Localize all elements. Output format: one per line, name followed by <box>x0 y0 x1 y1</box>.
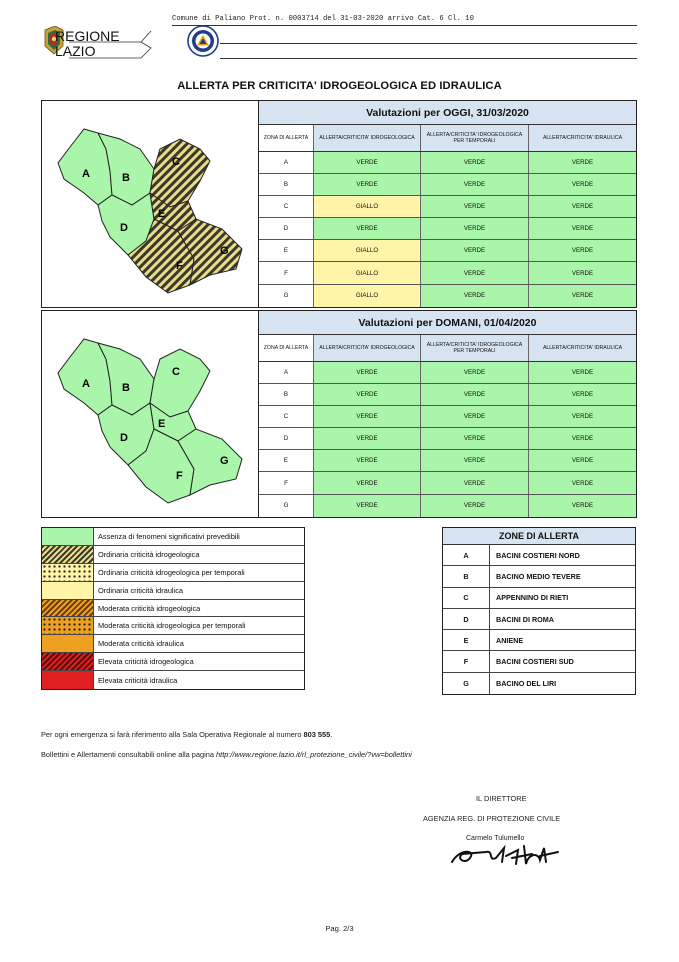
idrogeologica-cell: VERDE <box>314 384 421 405</box>
bulletin-note-text: Bollettini e Allertamenti consultabili online alla pagina <box>41 750 217 759</box>
idrogeologica-cell: VERDE <box>314 450 421 471</box>
table-row <box>259 450 636 472</box>
zone-cell: D <box>259 428 314 449</box>
zone-cell: F <box>259 262 314 283</box>
today-heading: Valutazioni per OGGI, 31/03/2020 <box>259 101 636 125</box>
legend-swatch <box>42 582 94 599</box>
temporali-cell: VERDE <box>421 362 529 383</box>
idrogeologica-cell: VERDE <box>314 174 421 195</box>
table-row <box>259 495 636 517</box>
idrogeologica-cell: VERDE <box>314 428 421 449</box>
legend-swatch <box>42 564 94 581</box>
zone-row <box>443 566 635 587</box>
map-label-f: F <box>176 470 183 482</box>
zone-cell: A <box>259 362 314 383</box>
temporali-cell: VERDE <box>421 450 529 471</box>
map-label-d: D <box>120 432 128 444</box>
protezione-civile-logo-icon <box>187 25 219 57</box>
idrogeologica-cell: VERDE <box>314 406 421 427</box>
today-column-headers <box>259 125 636 152</box>
zone-row <box>443 651 635 672</box>
temporali-cell: VERDE <box>421 406 529 427</box>
zone-id: A <box>443 545 490 565</box>
idraulica-cell: VERDE <box>529 472 636 493</box>
map-label-e: E <box>158 418 166 430</box>
temporali-cell: VERDE <box>421 384 529 405</box>
idrogeologica-cell: GIALLO <box>314 196 421 217</box>
signature-role: IL DIRETTORE <box>476 794 527 803</box>
zone-name: BACINO MEDIO TEVERE <box>496 571 581 581</box>
idrogeologica-cell: GIALLO <box>314 262 421 283</box>
map-label-a: A <box>82 168 90 180</box>
idraulica-cell: VERDE <box>529 196 636 217</box>
legend-label: Ordinaria criticità idrogeologica <box>98 549 200 559</box>
table-row <box>259 218 636 240</box>
temporali-cell: VERDE <box>421 240 529 261</box>
idraulica-cell: VERDE <box>529 174 636 195</box>
temporali-cell: VERDE <box>421 174 529 195</box>
zone-name: BACINI COSTIERI NORD <box>496 550 580 560</box>
idraulica-cell: VERDE <box>529 450 636 471</box>
tomorrow-table <box>259 311 636 517</box>
map-label-g: G <box>220 245 229 257</box>
zones-title: ZONE DI ALLERTA <box>443 528 635 545</box>
today-table <box>259 101 636 307</box>
lazio-map-today-icon <box>50 109 250 301</box>
legend-swatch <box>42 528 94 545</box>
idrogeologica-cell: VERDE <box>314 362 421 383</box>
tomorrow-heading: Valutazioni per DOMANI, 01/04/2020 <box>259 311 636 335</box>
handwritten-signature-icon <box>446 840 564 870</box>
legend-label: Assenza di fenomeni significativi prevedibili <box>98 531 240 541</box>
zone-c-area <box>150 139 210 207</box>
idraulica-cell: VERDE <box>529 240 636 261</box>
col-header-temporali: ALLERTA/CRITICITA' IDROGEOLOGICA PER TEMPORALI <box>421 335 529 361</box>
legend-row <box>42 617 304 635</box>
idrogeologica-cell: GIALLO <box>314 285 421 307</box>
table-row <box>259 362 636 384</box>
zone-id: D <box>443 609 490 629</box>
today-panel <box>41 100 637 308</box>
legend-row <box>42 582 304 600</box>
zone-id: F <box>443 651 490 671</box>
legend-table <box>41 527 305 690</box>
legend-swatch <box>42 671 94 689</box>
temporali-cell: VERDE <box>421 152 529 173</box>
zone-cell: F <box>259 472 314 493</box>
map-label-f: F <box>176 260 183 272</box>
emergency-number: 803 555 <box>303 730 331 739</box>
col-header-idrogeologica: ALLERTA/CRITICITA' IDROGEOLOGICA <box>314 125 421 151</box>
tomorrow-rows <box>259 362 636 517</box>
legend-label: Elevata criticità idrogeologica <box>98 657 194 667</box>
map-label-a: A <box>82 378 90 390</box>
legend-label: Ordinaria criticità idraulica <box>98 585 184 595</box>
legend-row <box>42 653 304 671</box>
zone-cell: G <box>259 495 314 517</box>
col-header-zona: ZONA DI ALLERTA <box>259 335 314 361</box>
temporali-cell: VERDE <box>421 472 529 493</box>
zone-c-area <box>150 349 210 417</box>
map-label-e: E <box>158 208 166 220</box>
idraulica-cell: VERDE <box>529 495 636 517</box>
col-header-idraulica: ALLERTA/CRITICITA' IDRAULICA <box>542 344 623 351</box>
map-label-b: B <box>122 382 130 394</box>
map-label-c: C <box>172 156 180 168</box>
zone-row <box>443 673 635 694</box>
today-rows <box>259 152 636 307</box>
idrogeologica-cell: GIALLO <box>314 240 421 261</box>
idraulica-cell: VERDE <box>529 406 636 427</box>
signature-name: Carmelo Tulumello <box>466 835 525 842</box>
zone-cell: C <box>259 196 314 217</box>
col-header-zona: ZONA DI ALLERTA <box>259 125 314 151</box>
zone-cell: A <box>259 152 314 173</box>
zone-name: BACINI COSTIERI SUD <box>496 657 574 667</box>
zone-id: G <box>443 673 490 694</box>
zone-cell: E <box>259 240 314 261</box>
legend-swatch <box>42 600 94 617</box>
region-name <box>55 29 120 59</box>
legend-swatch <box>42 546 94 563</box>
table-row <box>259 285 636 307</box>
idraulica-cell: VERDE <box>529 285 636 307</box>
table-row <box>259 240 636 262</box>
idrogeologica-cell: VERDE <box>314 472 421 493</box>
table-row <box>259 472 636 494</box>
legend-row <box>42 671 304 689</box>
legend-row <box>42 528 304 546</box>
zone-rows <box>443 545 635 694</box>
table-row <box>259 384 636 406</box>
lazio-map-tomorrow-icon <box>50 319 250 511</box>
header-rule-top <box>172 25 637 26</box>
emergency-note-end: . <box>330 730 333 739</box>
zone-id: B <box>443 566 490 586</box>
page-title: ALLERTA PER CRITICITA' IDROGEOLOGICA ED IDRAULICA <box>177 80 502 92</box>
page-number: Pag. 2/3 <box>325 924 354 933</box>
legend-swatch <box>42 653 94 670</box>
table-row <box>259 174 636 196</box>
table-row <box>259 262 636 284</box>
zones-table <box>442 527 636 695</box>
col-header-idraulica: ALLERTA/CRITICITA' IDRAULICA <box>542 134 623 141</box>
zone-cell: B <box>259 384 314 405</box>
zone-name: APPENNINO DI RIETI <box>496 593 569 603</box>
temporali-cell: VERDE <box>421 218 529 239</box>
protocol-stamp: Comune di Paliano Prot. n. 0003714 del 31-03-2020 arrivo Cat. 6 Cl. 10 <box>172 15 474 23</box>
idraulica-cell: VERDE <box>529 428 636 449</box>
zone-cell: B <box>259 174 314 195</box>
bulletin-link[interactable]: http://www.regione.lazio.it/rl_protezione_civile/?vw=bollettini <box>216 750 412 759</box>
map-label-d: D <box>120 222 128 234</box>
temporali-cell: VERDE <box>421 428 529 449</box>
legend-row <box>42 546 304 564</box>
zone-cell: G <box>259 285 314 307</box>
tomorrow-column-headers <box>259 335 636 362</box>
zone-row <box>443 630 635 651</box>
legend-row <box>42 600 304 618</box>
zone-id: E <box>443 630 490 650</box>
zone-cell: C <box>259 406 314 427</box>
legend-label: Elevata criticità idraulica <box>98 675 178 685</box>
idrogeologica-cell: VERDE <box>314 218 421 239</box>
map-label-g: G <box>220 455 229 467</box>
emergency-note <box>41 730 332 739</box>
zone-id: C <box>443 588 490 608</box>
zone-cell: E <box>259 450 314 471</box>
idraulica-cell: VERDE <box>529 362 636 383</box>
emergency-note-text: Per ogni emergenza si farà riferimento alla Sala Operativa Regionale al numero <box>41 730 304 739</box>
legend-label: Moderata criticità idraulica <box>98 639 184 649</box>
map-label-c: C <box>172 366 180 378</box>
zone-name: ANIENE <box>496 635 524 645</box>
table-row <box>259 428 636 450</box>
today-map <box>42 101 259 307</box>
col-header-temporali: ALLERTA/CRITICITA' IDROGEOLOGICA PER TEMPORALI <box>421 125 529 151</box>
legend-label: Moderata criticità idrogeologica <box>98 603 201 613</box>
zone-cell: D <box>259 218 314 239</box>
idraulica-cell: VERDE <box>529 218 636 239</box>
col-header-idrogeologica: ALLERTA/CRITICITA' IDROGEOLOGICA <box>314 335 421 361</box>
header-rule-bottom <box>220 58 637 59</box>
legend-swatch <box>42 617 94 634</box>
zone-name: BACINO DEL LIRI <box>496 678 557 688</box>
legend-row <box>42 635 304 653</box>
table-row <box>259 406 636 428</box>
idraulica-cell: VERDE <box>529 152 636 173</box>
zone-row <box>443 545 635 566</box>
temporali-cell: VERDE <box>421 262 529 283</box>
legend-row <box>42 564 304 582</box>
signature-agency: AGENZIA REG. DI PROTEZIONE CIVILE <box>423 814 561 823</box>
temporali-cell: VERDE <box>421 196 529 217</box>
zone-row <box>443 588 635 609</box>
region-name-line2: LAZIO <box>55 43 96 59</box>
legend-label: Moderata criticità idrogeologica per temporali <box>98 621 246 631</box>
idraulica-cell: VERDE <box>529 262 636 283</box>
table-row <box>259 196 636 218</box>
idraulica-cell: VERDE <box>529 384 636 405</box>
map-label-b: B <box>122 172 130 184</box>
idrogeologica-cell: VERDE <box>314 152 421 173</box>
table-row <box>259 152 636 174</box>
tomorrow-panel <box>41 310 637 518</box>
zone-name: BACINI DI ROMA <box>496 614 554 624</box>
temporali-cell: VERDE <box>421 495 529 517</box>
bulletin-note <box>41 750 412 759</box>
header-rule-middle <box>220 43 637 44</box>
idrogeologica-cell: VERDE <box>314 495 421 517</box>
region-name-line1: REGIONE <box>55 28 120 44</box>
zone-row <box>443 609 635 630</box>
legend-label: Ordinaria criticità idrogeologica per temporali <box>98 567 245 577</box>
temporali-cell: VERDE <box>421 285 529 307</box>
tomorrow-map <box>42 311 259 517</box>
legend-swatch <box>42 635 94 652</box>
